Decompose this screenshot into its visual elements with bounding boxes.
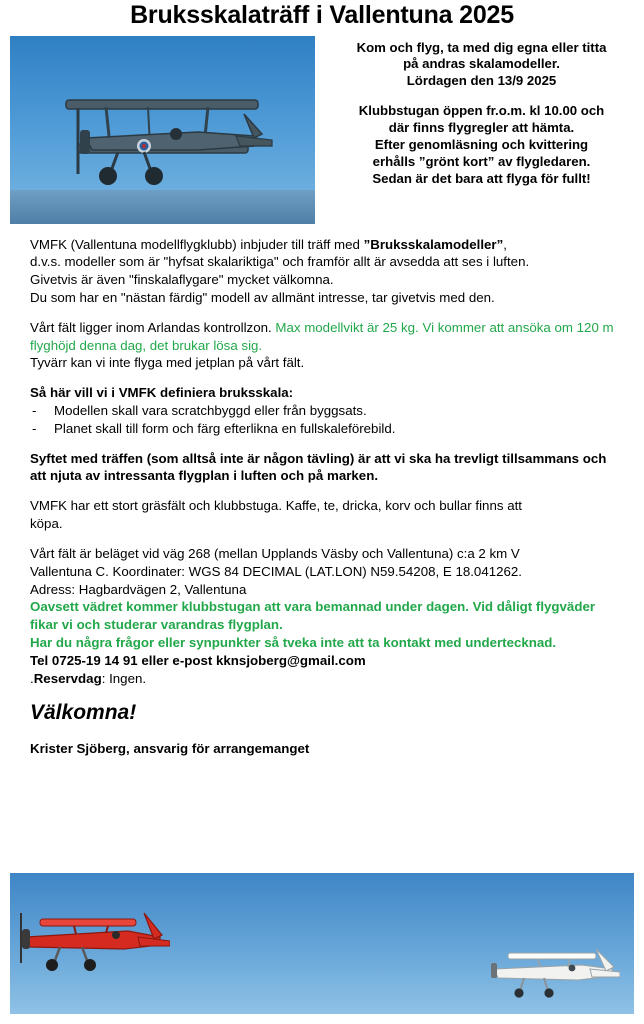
dash-marker: -: [32, 403, 37, 418]
white-airplane-illustration: [490, 939, 620, 1003]
reserve-day-value: : Ingen.: [101, 670, 147, 686]
rules-list-item: [30, 420, 622, 438]
intro-line-8: Sedan är det bara att flyga för fullt!: [372, 170, 591, 186]
welcome-heading: Välkomna!: [30, 701, 137, 725]
contact-note: Har du några frågor eller synpunkter så tveka inte att ta kontakt med undertecknad.: [30, 634, 557, 650]
reserve-day-label: Reservdag: [33, 670, 102, 686]
airspace-green-note: Max modellvikt är 25 kg. Vi kommer att ansöka om 120 m flyghöjd denna dag, det brukar lösa sig.: [30, 319, 614, 353]
rules-list-item: [30, 402, 622, 420]
dash-marker: -: [32, 420, 37, 436]
invitation-line-3: Givetvis är även "finskalaflygare" mycket välkomna.: [30, 272, 334, 288]
invitation-comma: ,: [503, 236, 507, 252]
location-line-1: Vårt fält är beläget vid väg 268 (mellan Upplands Väsby och Vallentuna) c:a 2 km V: [30, 545, 520, 561]
intro-line-2: på andras skalamodeller.: [403, 56, 560, 72]
page-title: Bruksskalaträff i Vallentuna 2025: [130, 1, 514, 29]
intro-line-6: Efter genomläsning och kvittering: [374, 136, 589, 152]
rules-heading: Så här vill vi i VMFK definiera bruksskala:: [30, 385, 294, 401]
header-section: [0, 36, 644, 224]
rules-item-2-text: Planet skall till form och färg efterlikna en fullskaleförebild.: [54, 420, 396, 436]
body-text: [0, 224, 644, 758]
invitation-bold-term: ”Bruksskalamodeller”: [363, 236, 504, 252]
facilities-line-1: VMFK har ett stort gräsfält och klubbstuga. Kaffe, te, dricka, korv och bullar finns att: [30, 498, 522, 514]
airspace-lead: Vårt fält ligger inom Arlandas kontrollzon.: [30, 319, 276, 335]
red-airplane-illustration: [20, 901, 170, 979]
rules-list: [30, 402, 622, 438]
signature-line: Krister Sjöberg, ansvarig för arrangemanget: [30, 740, 310, 756]
two-model-airplanes-photo: [10, 873, 634, 1014]
intro-line-5: där finns flygregler att hämta.: [388, 120, 575, 136]
paragraph-invitation: [30, 236, 622, 307]
invitation-lead: VMFK (Vallentuna modellflygklubb) inbjuder till träff med: [30, 236, 364, 252]
rules-item-1-text: Modellen skall vara scratchbyggd eller från byggsats.: [54, 403, 367, 418]
reserve-day-prefix: .: [30, 670, 34, 686]
weather-note: Oavsett vädret kommer klubbstugan att vara bemannad under dagen. Vid dåligt flygväder fikar vi och studerar varandras flygplan.: [30, 599, 596, 633]
invitation-line-4: Du som har en "nästan färdig" modell av allmänt intresse, tar givetvis med den.: [30, 289, 495, 305]
event-intro-text: [315, 36, 634, 188]
paragraph-location: [30, 545, 622, 688]
contact-phone-email: Tel 0725-19 14 91 eller e-post kknsjoberg@gmail.com: [30, 652, 366, 668]
paragraph-purpose: [30, 450, 622, 486]
location-line-2: Vallentuna C. Koordinater: WGS 84 DECIMAL (LAT.LON) N59.54208, E 18.041262.: [30, 563, 522, 579]
facilities-line-2: köpa.: [30, 516, 63, 532]
intro-line-1: Kom och flyg, ta med dig egna eller titta: [356, 39, 607, 55]
invitation-line-2: d.v.s. modeller som är "hyfsat skalariktiga" och framför allt är avsedda att ses i luften.: [30, 254, 530, 270]
photo-ground: [10, 190, 315, 224]
paragraph-facilities: [30, 497, 622, 533]
biplane-illustration: [48, 74, 278, 194]
airspace-line-3: Tyvärr kan vi inte flyga med jetplan på vårt fält.: [30, 355, 305, 371]
biplane-photo: [10, 36, 315, 224]
paragraph-airspace: [30, 319, 622, 372]
purpose-text: Syftet med träffen (som alltså inte är någon tävling) är att vi ska ha trevligt tillsammans och att njuta av intressanta flygplan i luften och på marken: [30, 450, 607, 484]
intro-line-7: erhålls ”grönt kort” av flygledaren.: [372, 153, 591, 169]
intro-spacer: [329, 90, 634, 103]
intro-line-4: Klubbstugan öppen fr.o.m. kl 10.00 och: [358, 103, 605, 119]
purpose-period: .: [374, 468, 379, 484]
intro-line-3: Lördagen den 13/9 2025: [406, 73, 557, 89]
location-address: Adress: Hagbardvägen 2, Vallentuna: [30, 581, 247, 597]
